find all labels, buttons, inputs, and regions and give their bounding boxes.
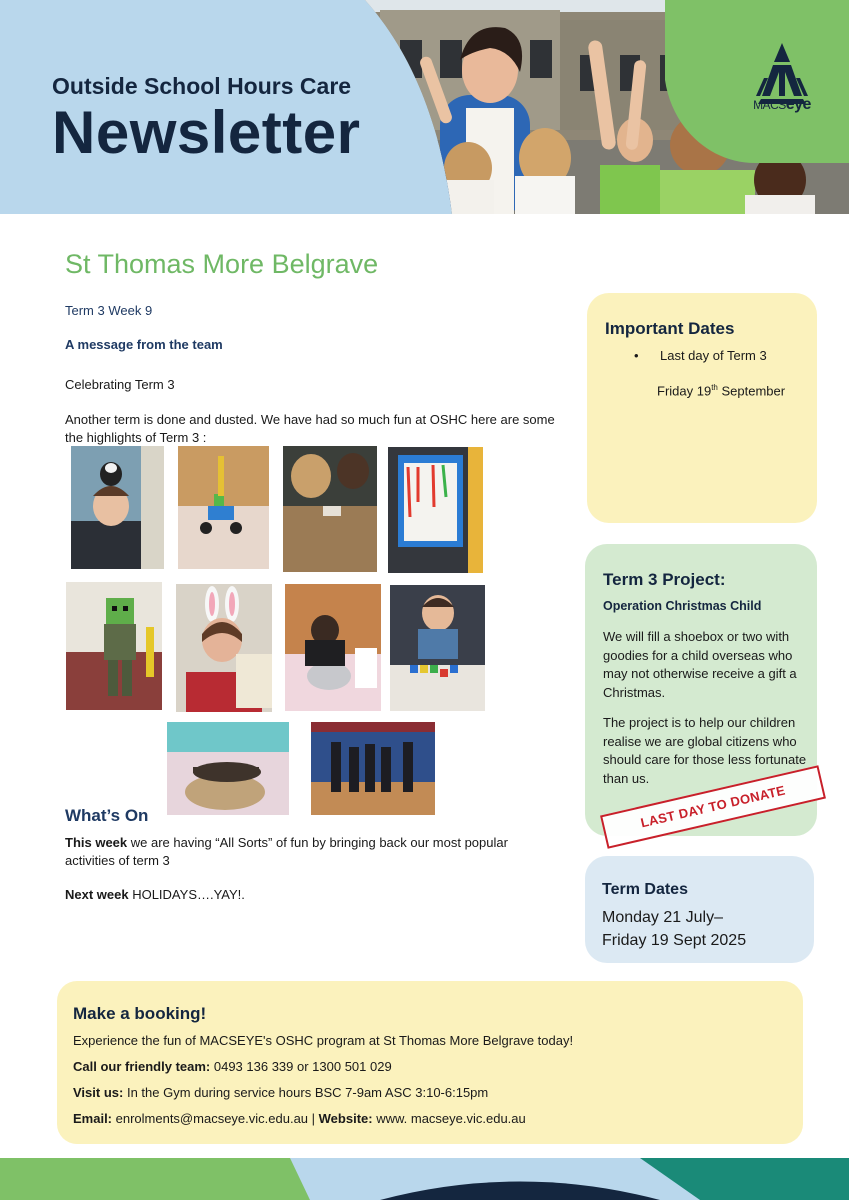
website-link[interactable]: www. macseye.vic.edu.au [372, 1111, 526, 1126]
important-dates-title: Important Dates [605, 319, 735, 338]
booking-intro: Experience the fun of MACSEYE's OSHC program at St Thomas More Belgrave today! [73, 1033, 574, 1048]
website-label: Website: [318, 1111, 373, 1126]
photo-painted-clipboard [388, 447, 483, 573]
booking-title: Make a booking! [73, 1004, 207, 1023]
this-week-label: This week [65, 835, 128, 850]
important-dates-item: Last day of Term 3 [660, 348, 767, 363]
date-day-sup: th [711, 383, 718, 392]
this-week-text: we are having “All Sorts” of fun by bringing back our most popular activities of term 3 [65, 835, 508, 868]
photo-clay-dinosaur [167, 722, 289, 815]
message-heading: A message from the team [65, 337, 223, 352]
page-title: Newsletter [52, 99, 361, 166]
logo-text-macs: MACS [753, 98, 786, 112]
photo-kids-craft-foil [285, 584, 381, 711]
next-week-paragraph [65, 886, 245, 904]
term-dates-start: Monday 21 July– [602, 909, 723, 926]
call-label: Call our friendly team: [73, 1059, 211, 1074]
macseye-wordmark [744, 96, 820, 114]
term-project-subtitle: Operation Christmas Child [603, 599, 762, 613]
term-project-paragraph-1: We will fill a shoebox or two with goodies for a child overseas who may not otherwise receive a gift a Christmas. [603, 629, 797, 700]
bullet-icon: • [634, 348, 639, 363]
last-day-to-donate-stamp: LAST DAY TO DONATE [600, 765, 826, 849]
footer-decoration [0, 1158, 849, 1200]
term-project-title: Term 3 Project: [603, 570, 726, 589]
school-name: St Thomas More Belgrave [65, 249, 379, 279]
photo-kendo-group [311, 722, 435, 815]
next-week-text: HOLIDAYS….YAY!. [128, 887, 245, 902]
booking-visit [73, 1085, 488, 1100]
whats-on-heading: What’s On [65, 806, 149, 825]
term-week: Term 3 Week 9 [65, 303, 153, 318]
photo-lego-car [178, 446, 269, 569]
call-numbers[interactable]: 0493 136 339 or 1300 501 029 [210, 1059, 392, 1074]
important-dates-day [657, 383, 785, 398]
celebrating-line: Celebrating Term 3 [65, 377, 175, 392]
this-week-paragraph [65, 834, 535, 870]
photo-boy-with-toy-on-head [71, 446, 164, 569]
photo-minecraft-costume [66, 582, 162, 710]
visit-label: Visit us: [73, 1085, 124, 1100]
booking-call [73, 1059, 392, 1074]
date-day-pre: Friday 19 [657, 383, 712, 399]
intro-paragraph: Another term is done and dusted. We have had so much fun at OSHC here are some the highlights of Term 3 : [65, 412, 555, 445]
header-kicker: Outside School Hours Care [52, 73, 352, 99]
email-label: Email: [73, 1111, 113, 1126]
booking-contact [73, 1111, 526, 1126]
email-link[interactable]: enrolments@macseye.vic.edu.au | [112, 1111, 319, 1126]
term-dates-title: Term Dates [602, 881, 688, 898]
photo-boy-lego-build [390, 585, 485, 711]
date-day-post: September [717, 383, 786, 399]
next-week-label: Next week [65, 887, 129, 902]
term-project-paragraph-2: The project is to help our children realise we are global citizens who should care for those less fortunate than us. [603, 715, 807, 786]
photo-teacher-bunny-ears [176, 584, 272, 712]
visit-text: In the Gym during service hours BSC 7-9am ASC 3:10-6:15pm [123, 1085, 489, 1100]
photo-kids-digging-sand [283, 446, 377, 572]
term-dates-end: Friday 19 Sept 2025 [602, 932, 747, 949]
logo-text-eye: eye [785, 96, 811, 113]
